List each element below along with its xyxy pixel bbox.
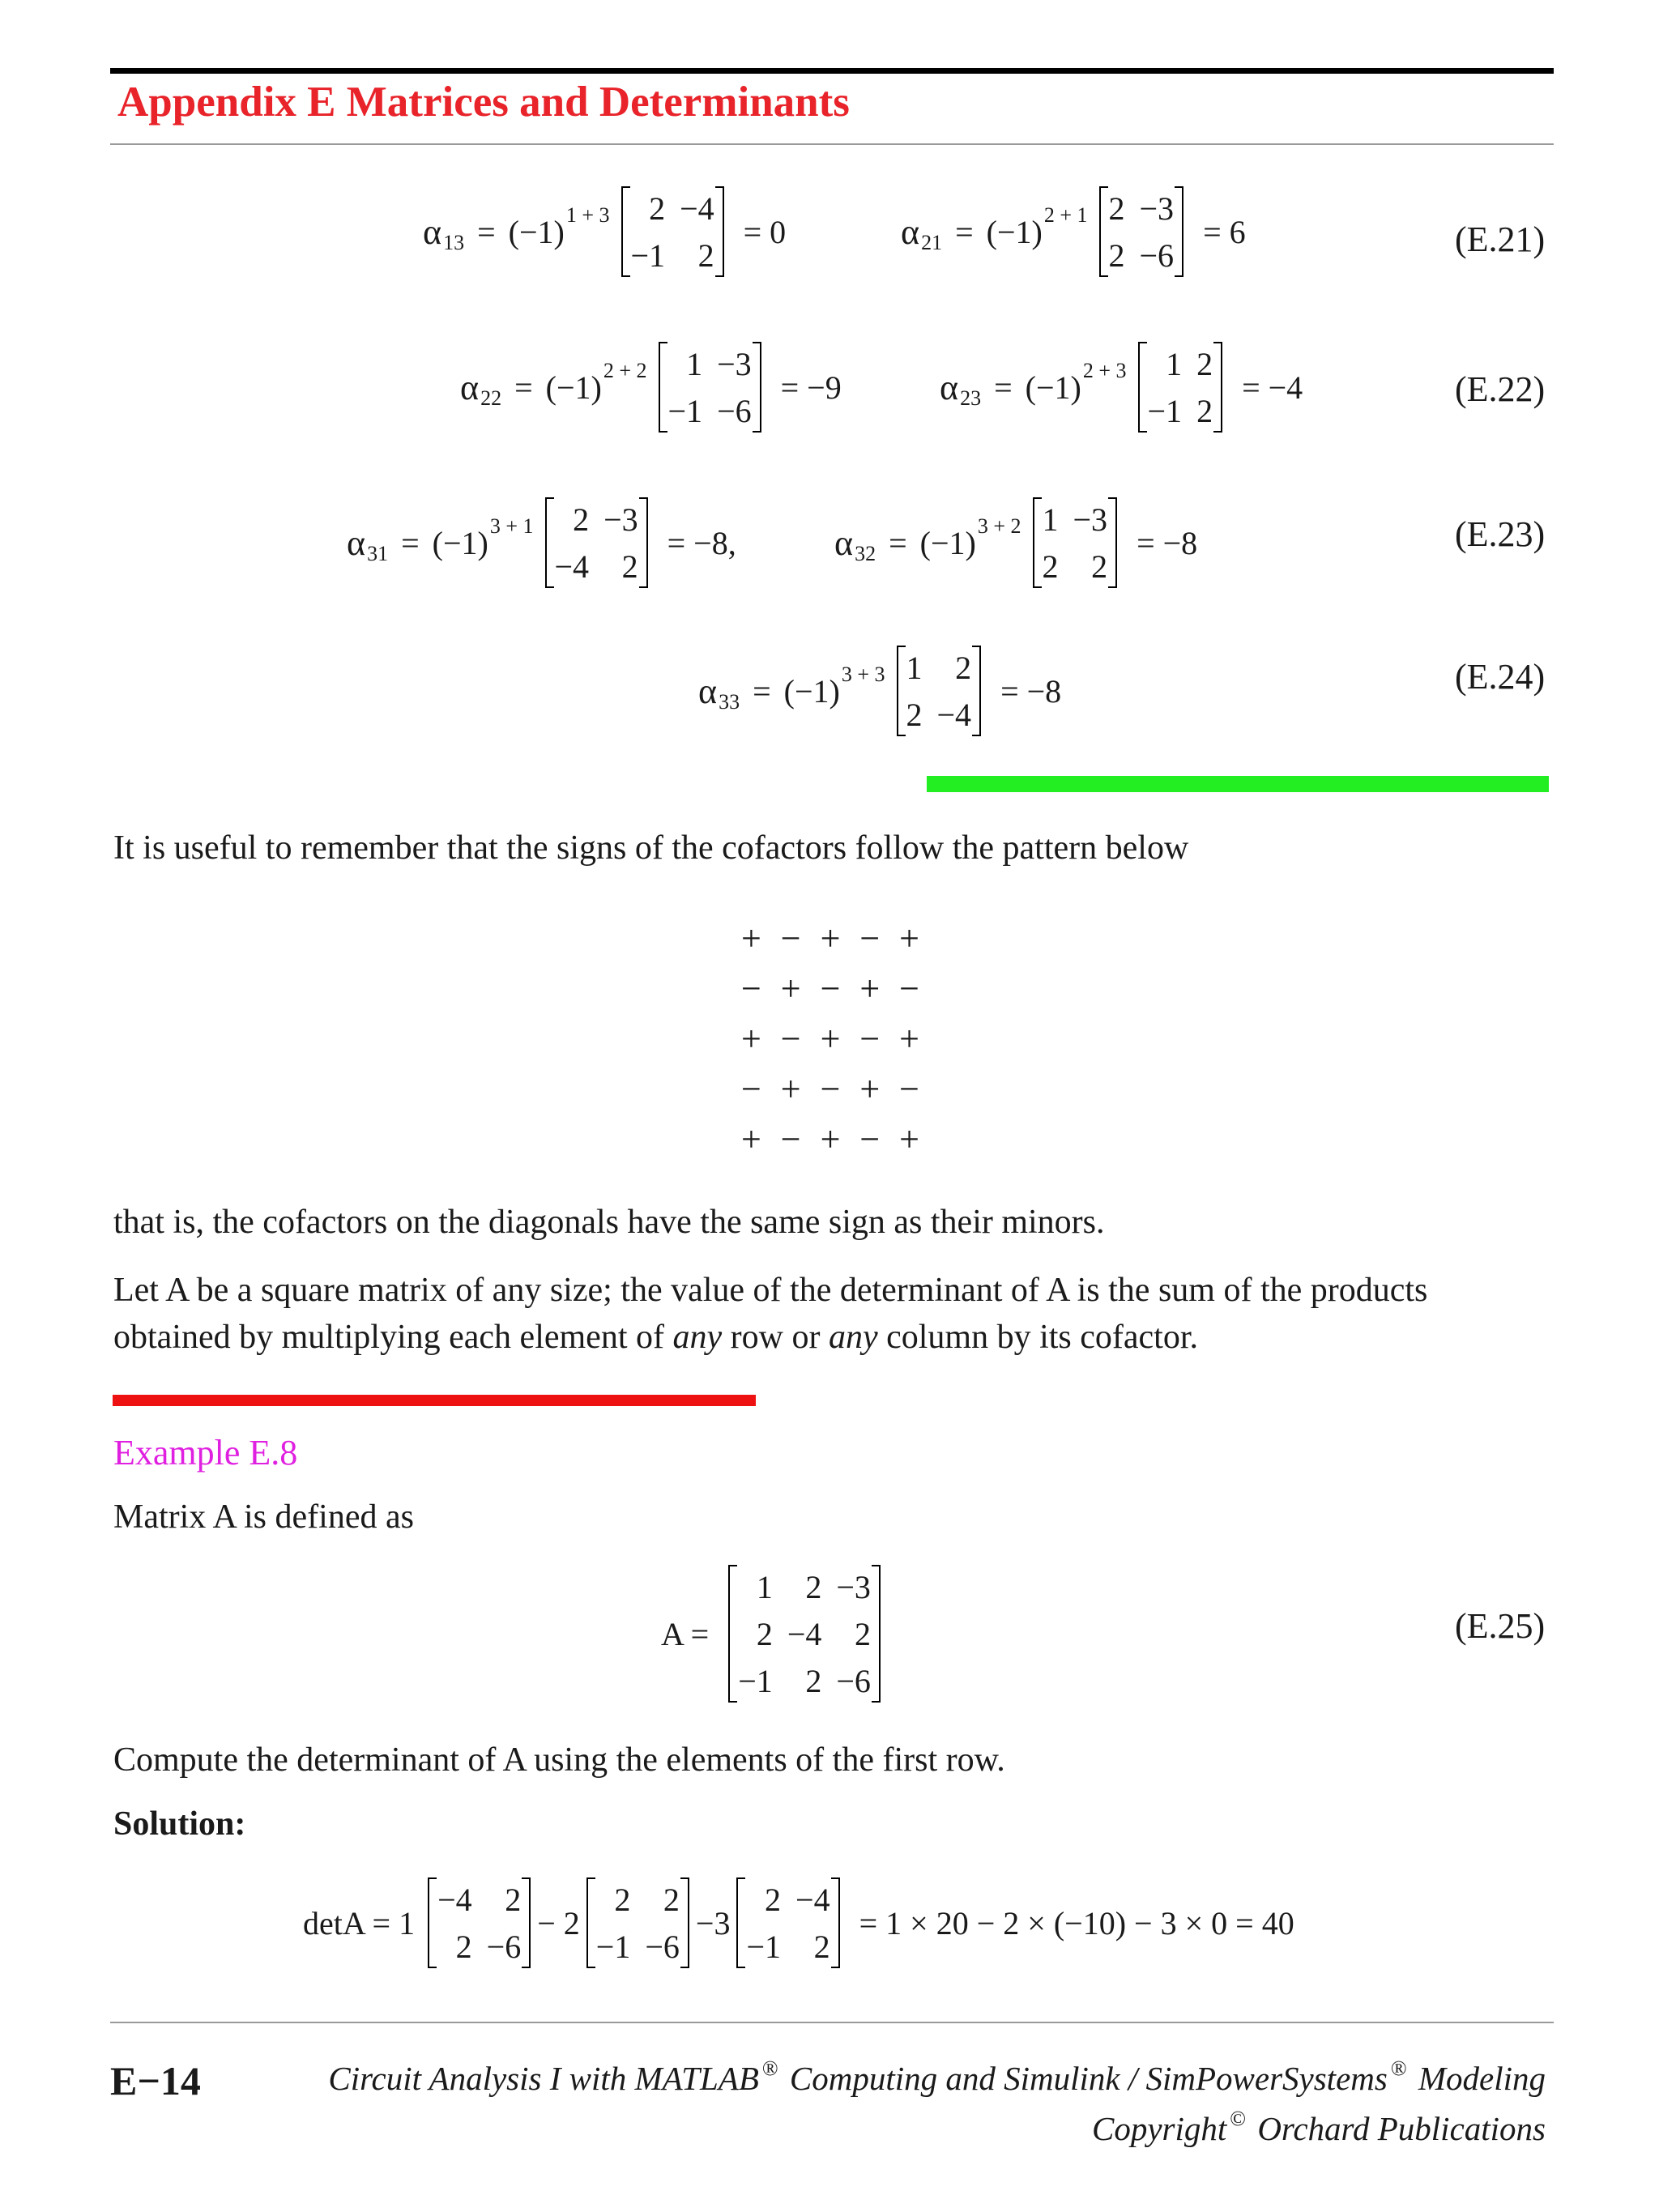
paragraph-cofactor-signs: It is useful to remember that the signs of the cofactors follow the pattern below: [113, 829, 1189, 867]
top-rule: [110, 68, 1554, 74]
sign-pattern: [741, 914, 919, 1165]
cofactor-eq-a13: α 13 = (−1) 1 + 3 2 −4 −1 2 = 0: [423, 185, 799, 279]
example-title: Example E.8: [113, 1433, 298, 1473]
page-number: E−14: [110, 2058, 201, 2103]
footer-copyright: Copyright © Orchard Publications: [1092, 2107, 1546, 2147]
equation-number: (E.24): [1455, 657, 1546, 697]
equation-number: (E.21): [1455, 219, 1546, 259]
cofactor-eq-a23: α 23 = (−1) 2 + 3 1 2 −1 2 = −4: [940, 340, 1316, 434]
cofactor-eq-a21: α 21 = (−1) 2 + 1 2 −3 2 −6 = 6: [901, 185, 1259, 279]
matrix-a: 1 2 −3 2 −4 2 −1 2 −6: [728, 1563, 881, 1704]
sign-row: − + − + −: [741, 969, 919, 1008]
expansion-minor-2: 2 2 −1 −6: [586, 1876, 689, 1970]
minor-matrix-a31: 2 −3 −4 2: [545, 496, 648, 590]
solution-heading: Solution:: [113, 1805, 246, 1843]
sign-row: + − + − +: [741, 918, 919, 958]
page-header: Appendix E Matrices and Determinants: [117, 79, 850, 126]
equation-number: (E.22): [1455, 369, 1546, 409]
equation-number: (E.23): [1455, 514, 1546, 554]
cofactor-eq-a22: α 22 = (−1) 2 + 2 1 −3 −1 −6 = −9: [460, 340, 855, 434]
paragraph-determinant-def-2: obtained by multiplying each element of any row or any column by its cofactor.: [113, 1319, 1199, 1356]
sign-row: − + − + −: [741, 1069, 919, 1109]
cofactor-eq-a33: α 33 = (−1) 3 + 3 1 2 2 −4 = −8: [698, 644, 1074, 738]
compute-instruction: Compute the determinant of A using the elements of the first row.: [113, 1741, 1005, 1779]
paragraph-diagonals: that is, the cofactors on the diagonals have the same sign as their minors.: [113, 1204, 1105, 1241]
paragraph-determinant-def-1: Let A be a square matrix of any size; the value of the determinant of A is the sum of the products: [113, 1272, 1428, 1309]
sign-row: + − + − +: [741, 1119, 919, 1159]
cofactor-eq-a32: α 32 = (−1) 3 + 2 1 −3 2 2 = −8: [834, 496, 1210, 590]
determinant-expansion: detA = 1 −4 2 2 −6 − 2 2 2 −1 −6 −3 2 −4 −1 2 = 1 × 20 − 2 × (−10) − 3 × 0 = 40: [303, 1876, 1307, 1970]
minor-matrix-a32: 1 −3 2 2: [1033, 496, 1118, 590]
footer-book-title: Circuit Analysis I with MATLAB ® Computing and Simulink / SimPowerSystems ® Modeling: [328, 2056, 1546, 2097]
sign-row: + − + − +: [741, 1019, 919, 1059]
header-rule: [110, 143, 1554, 145]
expansion-minor-3: 2 −4 −1 2: [736, 1876, 839, 1970]
minor-matrix-a21: 2 −3 2 −6: [1099, 185, 1184, 279]
footer-rule: [110, 2022, 1554, 2023]
minor-matrix-a23: 1 2 −1 2: [1138, 340, 1223, 434]
expansion-minor-1: −4 2 2 −6: [428, 1876, 531, 1970]
green-highlight-bar: [927, 776, 1549, 792]
equation-number: (E.25): [1455, 1606, 1546, 1646]
minor-matrix-a13: 2 −4 −1 2: [621, 185, 724, 279]
cofactor-eq-a31: α 31 = (−1) 3 + 1 2 −3 −4 2 = −8,: [347, 496, 749, 590]
red-divider-bar: [113, 1395, 756, 1406]
minor-matrix-a22: 1 −3 −1 −6: [659, 340, 761, 434]
matrix-a-definition: A = 1 2 −3 2 −4 2 −1 2 −6: [648, 1563, 887, 1704]
matrix-intro: Matrix A is defined as: [113, 1498, 414, 1536]
minor-matrix-a33: 1 2 2 −4: [897, 644, 982, 738]
